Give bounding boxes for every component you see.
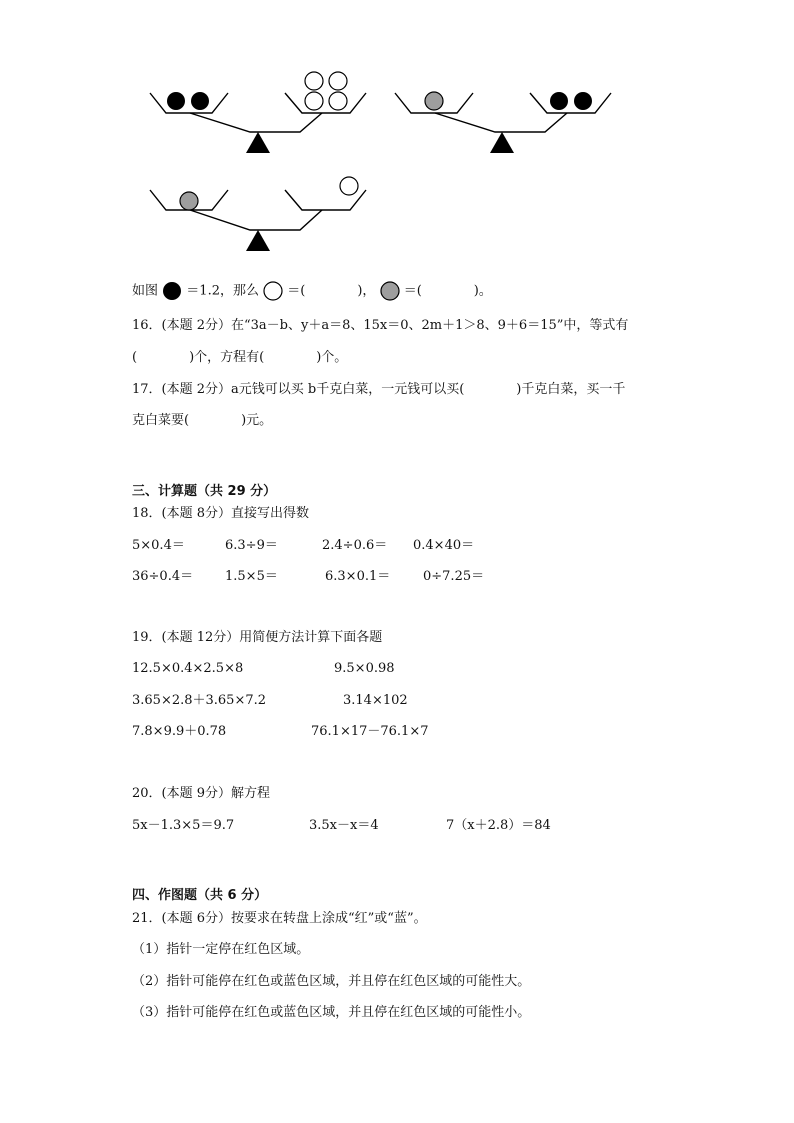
q19-item-2: 9.5×0.98 (334, 661, 395, 676)
white-ball (329, 72, 347, 90)
gray-ball (180, 192, 198, 210)
balance-scale-3 (140, 160, 380, 255)
q20-equation-1: 5x－1.3×5＝9.7 (132, 818, 235, 833)
q18-row1-item-2: 6.3÷9＝ (225, 538, 278, 553)
q19-item-1: 12.5×0.4×2.5×8 (132, 661, 244, 676)
q19-title: 19．(本题 12分）用简便方法计算下面各题 (132, 630, 383, 645)
q21-item-2: （2）指针可能停在红色或蓝色区域，并且停在红色区域的可能性大。 (132, 974, 531, 989)
q20-equation-2: 3.5x－x＝4 (309, 818, 379, 833)
q18-row1-item-3: 2.4÷0.6＝ (322, 538, 388, 553)
q18-row2-item-2: 1.5×5＝ (225, 569, 278, 584)
q16-line-1: 16．(本题 2分）在“3a－b、y＋a＝8、15x＝0、2m＋1＞8、9＋6＝15”中，等式有 (132, 318, 629, 333)
q21-item-1: （1）指针一定停在红色区域。 (132, 942, 310, 957)
q20-title: 20．(本题 9分）解方程 (132, 786, 271, 801)
black-ball-symbol (162, 281, 182, 301)
q18-row2-item-1: 36÷0.4＝ (132, 569, 194, 584)
section-4-heading: 四、作图题（共 6 分） (132, 888, 268, 903)
black-ball (167, 92, 185, 110)
balance-scale-1 (140, 65, 380, 160)
balance-scale-2 (385, 65, 625, 160)
white-ball (340, 177, 358, 195)
q21-title: 21．(本题 6分）按要求在转盘上涂成“红”或“蓝”。 (132, 911, 427, 926)
q19-item-4: 3.14×102 (343, 693, 408, 708)
fulcrum-triangle (246, 132, 270, 153)
q15-line (132, 281, 492, 301)
white-ball (305, 72, 323, 90)
white-ball (329, 92, 347, 110)
q19-item-6: 76.1×17－76.1×7 (311, 724, 429, 739)
q21-item-3: （3）指针可能停在红色或蓝色区域，并且停在红色区域的可能性小。 (132, 1005, 531, 1020)
gray-ball-symbol (380, 281, 400, 301)
fulcrum-triangle (246, 230, 270, 251)
white-ball (305, 92, 323, 110)
q16-line-2[interactable]: ( )个，方程有( )个。 (132, 350, 348, 365)
q18-row1-item-4: 0.4×40＝ (413, 538, 475, 553)
q19-item-3: 3.65×2.8＋3.65×7.2 (132, 693, 267, 708)
black-ball (550, 92, 568, 110)
q18-row2-item-3: 6.3×0.1＝ (325, 569, 391, 584)
q15-blank-1[interactable]: ＝( )， (287, 283, 376, 299)
q20-equation-3: 7（x＋2.8）＝84 (446, 818, 551, 833)
q18-title: 18．(本题 8分）直接写出得数 (132, 506, 310, 521)
gray-ball (425, 92, 443, 110)
section-3-heading: 三、计算题（共 29 分） (132, 484, 277, 499)
q18-row2-item-4: 0÷7.25＝ (423, 569, 485, 584)
black-ball (191, 92, 209, 110)
q17-line-2[interactable]: 克白菜要( )元。 (132, 413, 273, 428)
q17-line-1[interactable]: 17．(本题 2分）a元钱可以买 b千克白菜，一元钱可以买( )千克白菜，买一千 (132, 382, 626, 397)
white-ball-symbol (263, 281, 283, 301)
black-ball (574, 92, 592, 110)
fulcrum-triangle (490, 132, 514, 153)
q15-blank-2[interactable]: ＝( )。 (403, 283, 492, 299)
q15-equals-value: ＝1.2，那么 (186, 283, 259, 299)
q15-prefix: 如图 (132, 283, 159, 299)
q19-item-5: 7.8×9.9＋0.78 (132, 724, 227, 739)
q18-row1-item-1: 5×0.4＝ (132, 538, 185, 553)
